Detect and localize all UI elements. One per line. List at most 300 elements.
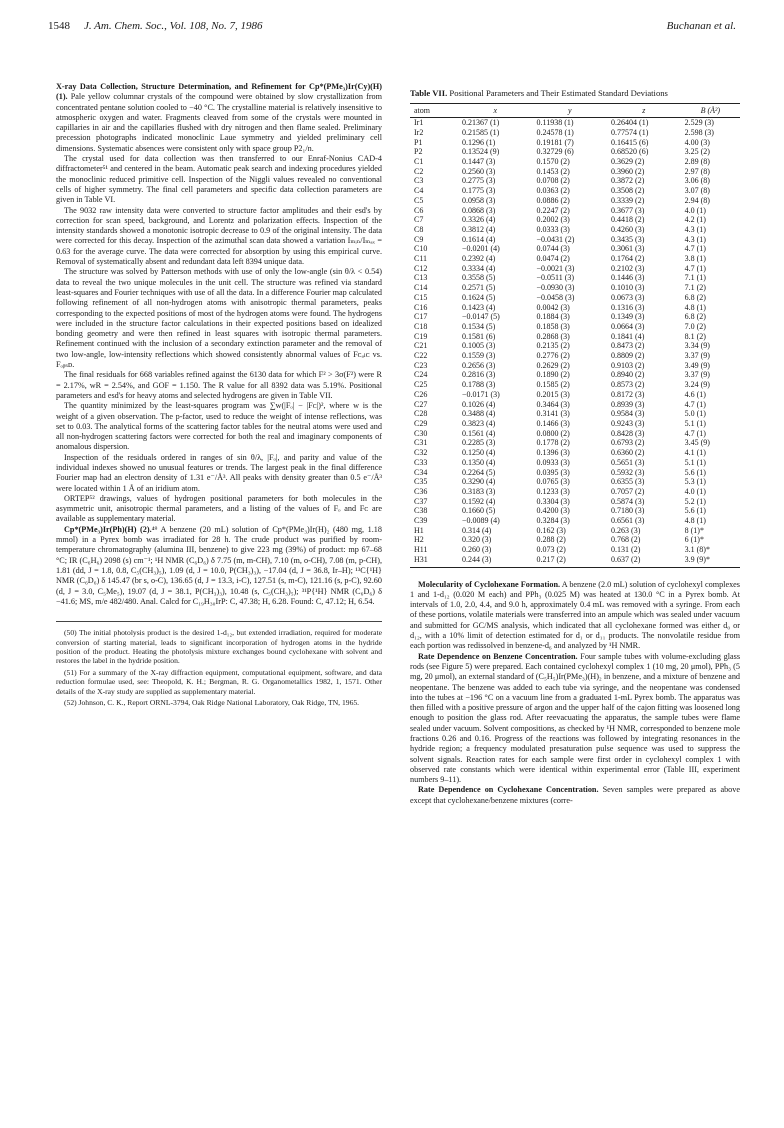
cell-z: 0.2102 (3) — [611, 263, 645, 273]
cell-z: 0.7180 (3) — [611, 506, 645, 516]
cell-y: 0.217 (2) — [533, 555, 608, 567]
cell-y: 0.1396 (3) — [536, 448, 570, 458]
table-row — [410, 118, 740, 128]
cell-x: 0.314 (4) — [462, 525, 492, 535]
table-row — [410, 487, 740, 497]
cell-y: 0.1453 (2) — [536, 166, 570, 176]
table-row — [410, 147, 740, 157]
cell-y: 0.2776 (2) — [536, 351, 570, 361]
cell-x: 0.1788 (3) — [462, 380, 496, 390]
cell-z: 0.5651 (3) — [611, 457, 645, 467]
cell-b: 7.0 (2) — [684, 321, 706, 331]
cell-b: 3.45 (9) — [684, 438, 710, 448]
cell-z: 0.3339 (2) — [611, 195, 645, 205]
cell-z: 0.68520 (6) — [611, 147, 649, 157]
cell-atom: C3 — [414, 176, 424, 186]
cell-atom: C22 — [414, 351, 428, 361]
table-row — [410, 322, 740, 332]
cell-atom: Ir2 — [414, 127, 424, 137]
table-row — [410, 215, 740, 225]
table-row — [410, 312, 740, 322]
cell-atom: P1 — [414, 137, 423, 147]
table-row — [410, 264, 740, 274]
table-row — [410, 176, 740, 186]
table-row — [410, 303, 740, 313]
cell-y: 0.0474 (2) — [536, 254, 570, 264]
cell-b: 4.00 (3) — [684, 137, 710, 147]
cell-x: 0.260 (3) — [462, 545, 492, 555]
header-b: B (Å²) — [681, 103, 740, 118]
cell-atom: C17 — [414, 312, 428, 322]
cell-b: 5.1 (1) — [684, 457, 706, 467]
xray-paragraph-8: ORTEP⁵² drawings, values of hydrogen positional parameters for both molecules in the asymmetric unit, anisotropic thermal parameters, and a listing of the values of Fₒ and Fᴄ are available as supplementary material. — [56, 493, 382, 524]
cell-x: 0.21367 (1) — [462, 118, 500, 128]
cell-z: 0.9103 (2) — [611, 360, 645, 370]
footnote-52: (52) Johnson, C. K., Report ORNL-3794, Oak Ridge National Laboratory, Oak Ridge, TN, 1965. — [64, 697, 360, 707]
cell-z: 0.6561 (3) — [611, 516, 645, 526]
journal-citation: J. Am. Chem. Soc., Vol. 108, No. 7, 1986 — [84, 20, 263, 32]
xray-heading: X-ray Data Collection, Structure Determination, and Refinement for Cp*(PMe₃)Ir(Cy)(H) (1). — [56, 82, 382, 102]
cell-b: 7.1 (2) — [684, 283, 706, 293]
cell-z: 0.9243 (3) — [611, 419, 645, 428]
cell-y: 0.2135 (2) — [536, 341, 570, 351]
cell-y: 0.0333 (3) — [536, 224, 570, 234]
table-row — [410, 458, 740, 468]
cell-y: 0.1884 (3) — [536, 312, 570, 322]
cell-b: 3.07 (8) — [684, 186, 710, 196]
cell-b: 5.6 (1) — [684, 506, 706, 516]
cell-atom: C1 — [414, 157, 424, 167]
cell-y: 0.0765 (3) — [536, 477, 570, 487]
table-row — [410, 506, 740, 516]
cell-y: 0.2015 (3) — [536, 389, 570, 399]
cell-atom: C18 — [414, 321, 428, 331]
table-row — [410, 332, 740, 342]
table-row — [410, 468, 740, 478]
cell-z: 0.4418 (2) — [611, 215, 645, 225]
table-header-row — [410, 103, 740, 118]
cell-y: 0.1570 (2) — [536, 157, 570, 167]
cell-b: 6 (1)* — [684, 535, 704, 545]
cell-y: 0.2002 (3) — [536, 215, 570, 225]
cell-atom: C9 — [414, 234, 424, 244]
cell-atom: C12 — [414, 263, 428, 273]
cell-z: 0.3435 (3) — [611, 234, 645, 244]
cell-y: 0.32729 (6) — [536, 147, 574, 157]
cell-b: 6.8 (2) — [684, 312, 706, 322]
cell-atom: H31 — [410, 555, 458, 567]
cell-x: 0.1447 (3) — [462, 157, 496, 167]
benzene-text: Four sample tubes with volume-excluding glass rods (see Figure 5) were prepared. Each contained cyclohexyl complex 1 (10 mg, 20 μmol), PPh₃ (5 mg, 20 μmol), an external standard of (C₅H₅)Ir(PMe₃)(H)₂ in benzene, and a mixture of benzene and neopentane. The benzene was added to each tube via syringe, and the neopentane was condensed into the tubes at −196 °C on a vacuum line from a graduated 1-mL Pyrex bomb. The apparatus was then filled with a positive pressure of argon and the upper half of the cajon fitting was loosened long enough to position the glass rod. After reevacuating the apparatus, the sample tubes were flame sealed under vacuum. Solvent compositions, as checked by ¹H NMR, corresponded to benzene mole fractions 0.26 and 0.16. Progress of the reactions was followed by integrating resonances in the hydride region; a frequency modulated presaturation pulse sequence was used to suppress the solvent signals. Reaction rates for each sample were first order in cyclohexyl complex 1 with observed rate constants which were identical within experimental error (Table III, experiment numbers 9–11). — [410, 651, 741, 785]
table-row — [410, 545, 740, 555]
cell-z: 0.3960 (2) — [611, 166, 645, 176]
cell-z: 0.8940 (2) — [611, 370, 645, 380]
footnotes — [56, 621, 382, 707]
table-row — [410, 516, 740, 526]
cell-y: 0.1778 (2) — [536, 438, 570, 448]
cell-atom: C30 — [414, 428, 428, 438]
cell-b: 2.97 (8) — [684, 166, 710, 176]
cell-z: 0.263 (3) — [611, 525, 641, 535]
cell-b: 4.7 (1) — [684, 399, 706, 409]
table-row — [410, 167, 740, 177]
cell-y: 0.0042 (3) — [536, 302, 570, 312]
cell-z: 0.1349 (3) — [611, 312, 645, 322]
cell-y: 0.0886 (2) — [536, 195, 570, 205]
cell-z: 0.8939 (3) — [611, 399, 645, 409]
table-row — [410, 497, 740, 507]
header-y: y — [533, 103, 608, 118]
cell-b: 5.1 (1) — [684, 419, 706, 428]
cell-x: 0.1559 (3) — [462, 351, 496, 361]
cell-atom: C23 — [414, 360, 428, 370]
table-row — [410, 370, 740, 380]
cell-y: 0.3284 (3) — [536, 516, 570, 526]
cell-x: 0.1775 (3) — [462, 186, 496, 196]
table-row — [410, 380, 740, 390]
cell-z: 0.9584 (3) — [611, 409, 645, 419]
cell-x: −0.0171 (3) — [462, 389, 500, 399]
cell-atom: C13 — [414, 273, 428, 283]
table-title: Positional Parameters and Their Estimated Standard Deviations — [449, 88, 668, 98]
cell-b: 2.598 (3) — [684, 127, 714, 137]
cell-z: 0.5874 (3) — [611, 496, 645, 506]
cell-y: 0.19181 (7) — [536, 137, 574, 147]
xray-paragraph-1 — [56, 82, 382, 154]
cell-b: 3.1 (8)* — [684, 545, 710, 555]
compound2-heading: Cp*(PMe₃)Ir(Ph)(H) (2). — [64, 524, 152, 534]
table-caption — [410, 88, 740, 99]
cell-b: 4.7 (1) — [684, 263, 706, 273]
footnote-51: (51) For a summary of the X-ray diffraction equipment, computational equipment, software, and data reduction formulae used, see: Theopold, K. H.; Bergman, R. G. Organometallics 1982, 1, 1571. Other details of the X-ray study are supplied as supplementary material. — [56, 667, 382, 696]
cell-atom: H11 — [414, 545, 428, 555]
cell-b: 5.0 (1) — [684, 409, 706, 419]
cell-x: 0.1296 (1) — [462, 137, 496, 147]
cell-atom: C29 — [414, 419, 428, 428]
cell-y: 0.4200 (3) — [536, 506, 570, 516]
table-row — [410, 196, 740, 206]
cell-z: 0.768 (2) — [611, 535, 641, 545]
cell-b: 3.8 (1) — [684, 254, 706, 264]
cyclohexane-heading: Rate Dependence on Cyclohexane Concentration. — [418, 785, 599, 795]
cell-z: 0.8172 (3) — [611, 389, 645, 399]
cell-z: 0.3629 (2) — [611, 157, 645, 167]
cell-atom: C37 — [414, 496, 428, 506]
cell-z: 0.5932 (3) — [611, 467, 645, 477]
cell-b: 2.529 (3) — [684, 118, 714, 128]
cell-x: 0.2775 (3) — [462, 176, 496, 186]
cell-atom: H1 — [414, 525, 424, 535]
cell-z: 0.3508 (2) — [611, 186, 645, 196]
table-row — [410, 225, 740, 235]
table-row — [410, 477, 740, 487]
cell-atom: C26 — [414, 389, 428, 399]
cell-x: 0.2560 (3) — [462, 166, 496, 176]
cell-x: 0.1005 (3) — [462, 341, 496, 351]
cell-b: 3.37 (9) — [684, 370, 710, 380]
cell-x: 0.0868 (3) — [462, 205, 496, 215]
cell-y: 0.0744 (3) — [536, 244, 570, 254]
cell-z: 0.16415 (6) — [611, 137, 649, 147]
cell-b: 5.2 (1) — [684, 496, 706, 506]
cell-y: 0.1858 (3) — [536, 321, 570, 331]
cell-y: 0.11938 (1) — [536, 118, 574, 128]
cell-z: 0.6360 (2) — [611, 448, 645, 458]
cell-z: 0.0673 (3) — [611, 292, 645, 302]
table-row — [410, 429, 740, 439]
cell-x: 0.1350 (4) — [462, 457, 496, 467]
table-row — [410, 535, 740, 545]
cell-y: 0.3304 (3) — [536, 496, 570, 506]
table-row — [410, 283, 740, 293]
cell-b: 4.1 (1) — [684, 448, 706, 458]
left-column — [56, 82, 382, 709]
table-row — [410, 244, 740, 254]
cell-x: 0.1581 (6) — [462, 331, 496, 341]
cell-y: 0.24578 (1) — [536, 127, 574, 137]
cell-atom: C15 — [414, 292, 428, 302]
cell-atom: C19 — [414, 331, 428, 341]
cell-atom: C5 — [414, 195, 424, 205]
cell-atom: C27 — [414, 399, 428, 409]
cell-b: 5.6 (1) — [684, 467, 706, 477]
cell-z: 0.6793 (2) — [611, 438, 645, 448]
cell-y: 0.0933 (3) — [536, 457, 570, 467]
xray-paragraph-5: The final residuals for 668 variables refined against the 6130 data for which F² > 3σ(F²) were R = 2.17%, wR = 2.54%, and GOF = 1.150. The R value for all 8392 data was 5.19%. Positional parameters and esd's for heavy atoms and selected hydrogens are given in Table VII. — [56, 370, 382, 400]
cell-atom: C32 — [414, 448, 428, 458]
table-row — [410, 235, 740, 245]
table-row — [410, 293, 740, 303]
cell-atom: C6 — [414, 205, 424, 215]
cell-x: −0.0201 (4) — [462, 244, 500, 254]
cell-x: 0.21585 (1) — [462, 127, 500, 137]
cell-y: 0.3141 (3) — [536, 409, 570, 419]
table-row — [410, 526, 740, 536]
cell-b: 3.37 (9) — [684, 351, 710, 361]
cell-y: 0.288 (2) — [536, 535, 566, 545]
cell-y: 0.3464 (3) — [536, 399, 570, 409]
running-head — [48, 20, 736, 36]
molecularity-text: A benzene (2.0 mL) solution of cyclohexyl complexes 1 and 1-d₁₂ (0.020 M each) and PPh₃ (0.025 M) was heated at 130.0 °C in a Pyrex bomb. At intervals of 1.0, 2.0, 4.4, and 9.0 h, approximately 0.4 mL was removed with a syringe. From each of these portions, volatile materials were transferred into an ampule which was sealed under vacuum and submitted for GC/MS analysis, which indicated that all cyclohexane formed was either d₀ or d₁₂, with a 10% limit of detection estimated for d₁ or d₁₁ products. The nonvolatile residue from each portion was redissolved in benzene-d₆ and analyzed by ¹H NMR. — [410, 579, 740, 651]
cell-b: 4.0 (1) — [684, 486, 706, 496]
benzene-heading: Rate Dependence on Benzene Concentration. — [418, 651, 578, 661]
cell-atom: C35 — [414, 477, 428, 487]
right-column — [410, 88, 740, 806]
cell-z: 0.1446 (3) — [611, 273, 645, 283]
cell-b: 6.8 (2) — [684, 292, 706, 302]
table-row — [410, 419, 740, 429]
cell-x: 0.2392 (4) — [462, 254, 496, 264]
xray-paragraph-2: The crystal used for data collection was then transferred to our Enraf-Nonius CAD-4 diffractometer⁵¹ and centered in the beam. Automatic peak search and indexing procedures yielded the monoclinic reduced primitive cell. Inspection of the Niggli values revealed no conventional cells of higher symmetry. The final cell parameters and specific data collection parameters are given in Table VI. — [56, 154, 382, 205]
footnote-50: (50) The initial photolysis product is the desired 1-d₁₂, but extended irradiation, required for moderate conversion of starting material, leads to significant incorporation of hydrogen atoms in the hydride position of the product. Heating the photolysis mixture exchanges bound cyclohexane with solvent and restores the label in the hydride position. — [56, 628, 382, 666]
table-row — [410, 438, 740, 448]
cell-z: 0.3872 (2) — [611, 176, 645, 186]
cell-x: 0.244 (3) — [458, 555, 533, 567]
running-authors: Buchanan et al. — [666, 20, 736, 32]
cell-atom: Ir1 — [414, 118, 424, 128]
cell-y: −0.0431 (2) — [536, 234, 575, 244]
cell-x: 0.3558 (5) — [462, 273, 496, 283]
cell-x: 0.3334 (4) — [462, 263, 496, 273]
cell-x: 0.2656 (3) — [462, 360, 496, 370]
cell-y: 0.2629 (2) — [536, 360, 570, 370]
table-row — [410, 186, 740, 196]
cell-z: 0.8428 (3) — [611, 428, 645, 438]
benzene-paragraph — [410, 652, 740, 786]
cell-x: 0.1660 (5) — [462, 506, 496, 516]
cell-b: 3.49 (9) — [684, 360, 710, 370]
cell-atom: C39 — [414, 516, 428, 526]
cell-y: 0.1233 (3) — [536, 486, 570, 496]
table-row — [410, 400, 740, 410]
table-row — [410, 341, 740, 351]
cell-atom: C7 — [414, 215, 424, 225]
cell-atom: C38 — [414, 506, 428, 516]
cell-y: 0.0395 (3) — [536, 467, 570, 477]
molecularity-paragraph — [410, 580, 740, 652]
cell-atom: C25 — [414, 380, 428, 390]
cell-x: 0.1624 (5) — [462, 292, 496, 302]
cell-b: 8.1 (2) — [684, 331, 706, 341]
cell-z: 0.8473 (2) — [611, 341, 645, 351]
cell-x: 0.0958 (3) — [462, 195, 496, 205]
table-row — [410, 254, 740, 264]
xray-text-1: Pale yellow columnar crystals of the compound were obtained by slow crystallization from concentrated pentane solution cooled to −40 °C. The crystalline material is relatively insensitive to atmospheric oxygen and water. Fragments cleaved from some of the crystals were mounted in capillaries in air and the capillaries flushed with dry nitrogen and then flame sealed. Preliminary precession photographs indicated monoclinic Laue symmetry and yielded preliminary cell dimensions. Systematic absences were consistent only with space group P2₁/n. — [56, 92, 383, 153]
cell-y: −0.0458 (3) — [536, 292, 575, 302]
cell-b: 4.3 (1) — [684, 234, 706, 244]
cell-y: 0.073 (2) — [536, 545, 566, 555]
table-row — [410, 157, 740, 167]
cell-b: 4.6 (1) — [684, 389, 706, 399]
table-row — [410, 361, 740, 371]
cell-x: 0.3823 (4) — [462, 419, 496, 428]
table-row — [410, 555, 740, 567]
cell-x: 0.3183 (3) — [462, 486, 496, 496]
cell-z: 0.1841 (4) — [611, 331, 645, 341]
molecularity-heading: Molecularity of Cyclohexane Formation. — [418, 579, 561, 589]
xray-paragraph-4: The structure was solved by Patterson methods with use of only the low-angle (sin θ/λ < 0.54) data to reveal the two unique molecules in the unit cell. The structure was refined via standard least-squares and Fourier techniques with use of all the data. In a difference Fourier map calculated following refinement of all non-hydrogen atoms with anisotropic thermal parameters, peaks corresponding to the expected positions of most of the hydrogen atoms were found. The hydrogens were included in the structure factor calculations in their expected positions based on idealized bonding geometry and were then refined in least squares with isotropic thermal parameters. Refinement continued with the inclusion of a secondary extinction parameter and the removal of two low-angle, low-intensity reflections which showed consistently abnormal values of Fᴄₐₗᴄ vs. Fₒᵦₛᴅ. — [56, 267, 382, 370]
cell-b: 8 (1)* — [684, 525, 704, 535]
cell-y: 0.162 (3) — [536, 525, 566, 535]
cell-x: 0.2285 (3) — [462, 438, 496, 448]
cell-x: −0.0089 (4) — [462, 516, 500, 526]
cell-b: 7.1 (1) — [684, 273, 706, 283]
cell-z: 0.8809 (2) — [611, 351, 645, 361]
cell-x: 0.13524 (9) — [462, 147, 500, 157]
cell-z: 0.1316 (3) — [611, 302, 645, 312]
cell-b: 4.8 (1) — [684, 302, 706, 312]
cell-y: 0.1890 (2) — [536, 370, 570, 380]
xray-paragraph-3: The 9032 raw intensity data were converted to structure factor amplitudes and their esd's by correction for scan speed, background, and Lorentz and polarization effects. Inspection of the intensity standards showed a monotonic isotropic decrease to 0.9 of the original intensity. The data were corrected for this decay. Inspection of the azimuthal scan data showed a variation Iₘᵢₙ/Iₘₐₓ = 0.63 for the average curve. The data were corrected for absorption by using this empirical curve. Removal of systematically absent and redundant data left 8394 unique data. — [56, 205, 382, 267]
cell-b: 4.3 (1) — [684, 224, 706, 234]
cell-atom: C21 — [414, 341, 428, 351]
positional-parameters-table — [410, 103, 740, 568]
cell-atom: C8 — [414, 224, 424, 234]
table-row — [410, 448, 740, 458]
cell-atom: C33 — [414, 457, 428, 467]
cell-z: 0.637 (2) — [607, 555, 681, 567]
table-row — [410, 273, 740, 283]
right-text — [410, 580, 740, 807]
cell-y: 0.1585 (2) — [536, 380, 570, 390]
cell-b: 4.7 (1) — [684, 428, 706, 438]
cell-atom: C14 — [414, 283, 428, 293]
compound2-paragraph — [56, 525, 382, 607]
cell-z: 0.0664 (3) — [611, 321, 645, 331]
xray-paragraph-7: Inspection of the residuals ordered in ranges of sin θ/λ, |Fₒ|, and parity and value of the individual indexes showed no unusual features or trends. The largest peak in the final difference Fourier map had an electron density of 1.31 e⁻/Å³. All peaks with density greater than 0.5 e⁻/Å³ were located within 1 Å of an iridium atom. — [56, 452, 382, 493]
cell-atom: C24 — [414, 370, 428, 380]
table-row — [410, 138, 740, 148]
cell-x: 0.1423 (4) — [462, 302, 496, 312]
cell-x: 0.2816 (3) — [462, 370, 496, 380]
cell-z: 0.1010 (3) — [611, 283, 645, 293]
cell-atom: C10 — [414, 244, 428, 254]
cell-atom: C11 — [414, 254, 428, 264]
cell-z: 0.6355 (3) — [611, 477, 645, 487]
cell-z: 0.3061 (3) — [611, 244, 645, 254]
cell-atom: C2 — [414, 166, 424, 176]
header-z: z — [607, 103, 681, 118]
xray-paragraph-6: The quantity minimized by the least-squares program was ∑w(|Fₒ| − |Fᴄ|)², where w is the weight of a given observation. The p-factor, used to reduce the weight of intense reflections, was set to 0.03. The analytical forms of the scattering factor tables for the neutral atoms were used and all non-hydrogen scattering factors were corrected for both the real and imaginary components of anomalous dispersion. — [56, 401, 382, 452]
cell-b: 2.89 (8) — [684, 157, 710, 167]
cell-z: 0.1764 (2) — [611, 254, 645, 264]
cell-x: 0.3326 (4) — [462, 215, 496, 225]
cell-x: 0.320 (3) — [462, 535, 492, 545]
cell-x: 0.1534 (5) — [462, 321, 496, 331]
cell-y: −0.0021 (3) — [536, 263, 575, 273]
cell-atom: C34 — [414, 467, 428, 477]
cell-y: 0.0363 (2) — [536, 186, 570, 196]
table-row — [410, 351, 740, 361]
cell-b: 4.0 (1) — [684, 205, 706, 215]
cell-b: 3.25 (2) — [684, 147, 710, 157]
cell-y: 0.2868 (3) — [536, 331, 570, 341]
cell-x: 0.2264 (5) — [462, 467, 496, 477]
header-atom: atom — [410, 103, 458, 118]
page-number: 1548 — [48, 20, 70, 32]
cell-y: −0.0511 (3) — [536, 273, 575, 283]
table-body — [410, 118, 740, 567]
cell-b: 4.2 (1) — [684, 215, 706, 225]
cell-z: 0.26404 (1) — [611, 118, 649, 128]
cell-y: 0.2247 (2) — [536, 205, 570, 215]
compound2-text: ⁴⁹ A benzene (20 mL) solution of Cp*(PMe₃)Ir(H)₂ (480 mg, 1.18 mmol) in a Pyrex bomb was irradiated for 28 h. The crude product was purified by room-temperature chromatography (alumina III, benzene) to give 223 mg (39%) of product: mp 67–68 °C; IR (C₆H₆) 2098 (s) cm⁻¹; ¹H NMR (C₆D₆) δ 7.75 (m, m-CH), 7.10 (m, o-CH), 7.08 (m, p-CH), 1.81 (dd, J = 1.8, 0.8, C₅(CH₃)₅), 1.09 (d, J = 10.0, P(CH₃)₃), −17.04 (d, J = 36.8, Ir–H); ¹³C{¹H} NMR (C₆D₆) δ 145.47 (br s, o-C), 136.65 (d, J = 13.3, i-C), 127.51 (s, m-C), 121.16 (s, p-C), 92.60 (d, J = 3.0, C₅Me₅), 19.07 (d, J = 38.1, P(CH₃)₃), 10.48 (s, C₅(CH₃)₅); ³¹P{¹H} NMR (C₆D₆) δ −41.6; MS, m/e 482/480. Anal. Calcd for C₁₉H₃₀IrP: C, 47.38; H, 6.28. Found: C, 47.12; H, 6.54. — [56, 524, 382, 606]
cell-b: 4.7 (1) — [684, 244, 706, 254]
cell-atom: C4 — [414, 186, 424, 196]
cell-atom: C36 — [414, 486, 428, 496]
cell-atom: C16 — [414, 302, 428, 312]
cell-b: 2.94 (8) — [684, 195, 710, 205]
cell-b: 3.06 (8) — [684, 176, 710, 186]
cell-atom: P2 — [414, 147, 423, 157]
cell-b: 5.3 (1) — [684, 477, 706, 487]
cell-x: 0.1561 (4) — [462, 428, 496, 438]
cell-x: 0.2571 (5) — [462, 283, 496, 293]
cell-z: 0.3677 (3) — [611, 205, 645, 215]
cell-z: 0.131 (2) — [611, 545, 641, 555]
cell-y: −0.0930 (3) — [536, 283, 575, 293]
cell-b: 3.24 (9) — [684, 380, 710, 390]
table-row — [410, 409, 740, 419]
cell-z: 0.77574 (1) — [611, 127, 649, 137]
cell-b: 4.8 (1) — [684, 516, 706, 526]
cell-atom: H2 — [414, 535, 424, 545]
cell-atom: C28 — [414, 409, 428, 419]
cell-y: 0.0800 (2) — [536, 428, 570, 438]
cell-x: −0.0147 (5) — [462, 312, 500, 322]
cell-x: 0.1614 (4) — [462, 234, 496, 244]
cyclohexane-paragraph — [410, 785, 740, 806]
